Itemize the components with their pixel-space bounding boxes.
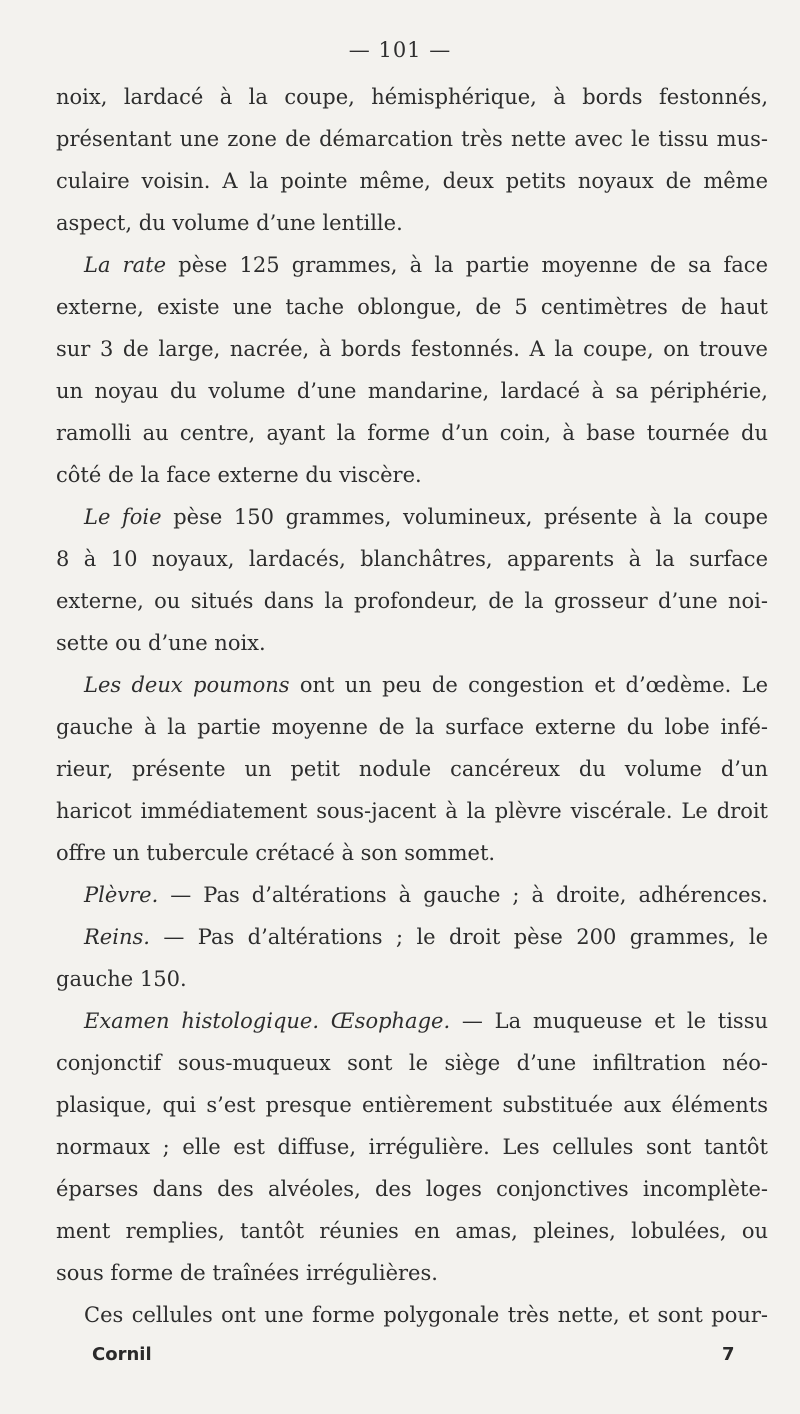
footer-signature-mark: 7 <box>722 1344 735 1365</box>
text-line <box>56 538 768 580</box>
text-line <box>56 1210 768 1252</box>
text-line <box>56 160 768 202</box>
text-line <box>56 958 768 1000</box>
line-text: externe, existe une tache oblongue, de 5 centimètres de haut <box>56 295 768 319</box>
text-line <box>56 622 768 664</box>
line-text: pèse 125 grammes, à la partie moyenne de sa face <box>166 253 768 277</box>
line-text: conjonctif sous-muqueux sont le siège d’une infiltration néo- <box>56 1051 768 1075</box>
italic-heading-text: Le foie <box>84 505 162 529</box>
line-text: 8 à 10 noyaux, lardacés, blanchâtres, apparents à la surface <box>56 547 768 571</box>
line-text: — Pas d’altérations ; le droit pèse 200 grammes, le <box>149 925 768 949</box>
text-line <box>56 202 768 244</box>
text-line <box>56 874 768 916</box>
text-line <box>56 1042 768 1084</box>
text-line <box>56 1252 768 1294</box>
body-text <box>56 76 768 1336</box>
text-line <box>56 118 768 160</box>
line-text: haricot immédiatement sous-jacent à la plèvre viscérale. Le droit <box>56 799 768 823</box>
italic-heading-text: Reins. <box>84 925 150 949</box>
line-text: normaux ; elle est diffuse, irrégulière. Les cellules sont tantôt <box>56 1135 768 1159</box>
line-text: ont un peu de congestion et d’œdème. Le <box>289 673 769 697</box>
text-line <box>56 706 768 748</box>
line-text: sette ou d’une noix. <box>56 631 266 655</box>
line-text: ramolli au centre, ayant la forme d’un coin, à base tournée du <box>56 421 768 445</box>
text-line <box>56 1126 768 1168</box>
line-text: gauche 150. <box>56 967 187 991</box>
line-text: sous forme de traînées irrégulières. <box>56 1261 438 1285</box>
line-text: — La muqueuse et le tissu <box>450 1009 769 1033</box>
italic-heading-text: La rate <box>84 253 167 277</box>
line-text: présentant une zone de démarcation très nette avec le tissu mus- <box>56 127 768 151</box>
text-line <box>56 1000 768 1042</box>
italic-heading-text: Les deux poumons <box>84 673 290 697</box>
line-text: rieur, présente un petit nodule cancéreux du volume d’un <box>56 757 768 781</box>
line-text: ment remplies, tantôt réunies en amas, pleines, lobulées, ou <box>56 1219 768 1243</box>
text-line <box>56 286 768 328</box>
text-line <box>56 1168 768 1210</box>
page-footer <box>0 1344 800 1374</box>
text-line <box>56 496 768 538</box>
text-line <box>56 76 768 118</box>
text-line <box>56 580 768 622</box>
page-number: — 101 — <box>348 38 452 62</box>
line-text: offre un tubercule crétacé à son sommet. <box>56 841 496 865</box>
text-line <box>56 1084 768 1126</box>
line-text: Ces cellules ont une forme polygonale très nette, et sont pour- <box>84 1303 768 1327</box>
text-line <box>56 244 768 286</box>
text-line <box>56 370 768 412</box>
text-line <box>56 412 768 454</box>
text-line <box>56 916 768 958</box>
line-text: culaire voisin. A la pointe même, deux petits noyaux de même <box>56 169 768 193</box>
line-text: aspect, du volume d’une lentille. <box>56 211 403 235</box>
line-text: côté de la face externe du viscère. <box>56 463 422 487</box>
line-text: plasique, qui s’est presque entièrement substituée aux éléments <box>56 1093 768 1117</box>
text-line <box>56 454 768 496</box>
text-line <box>56 1294 768 1336</box>
text-line <box>56 748 768 790</box>
footer-author: Cornil <box>92 1344 152 1365</box>
text-line <box>56 328 768 370</box>
line-text: externe, ou situés dans la profondeur, de la grosseur d’une noi- <box>56 589 768 613</box>
line-text: un noyau du volume d’une mandarine, lardacé à sa périphérie, <box>56 379 768 403</box>
text-line <box>56 664 768 706</box>
text-line <box>56 790 768 832</box>
line-text: — Pas d’altérations à gauche ; à droite, adhérences. <box>158 883 768 907</box>
italic-heading-text: Plèvre. <box>84 883 159 907</box>
line-text: noix, lardacé à la coupe, hémisphérique, à bords festonnés, <box>56 85 768 109</box>
line-text: éparses dans des alvéoles, des loges conjonctives incomplète- <box>56 1177 768 1201</box>
line-text: sur 3 de large, nacrée, à bords festonnés. A la coupe, on trouve <box>56 337 768 361</box>
line-text: pèse 150 grammes, volumineux, présente à la coupe <box>161 505 769 529</box>
line-text: gauche à la partie moyenne de la surface externe du lobe infé- <box>56 715 768 739</box>
text-line <box>56 832 768 874</box>
italic-heading-text: Examen histologique. Œsophage. <box>84 1009 451 1033</box>
